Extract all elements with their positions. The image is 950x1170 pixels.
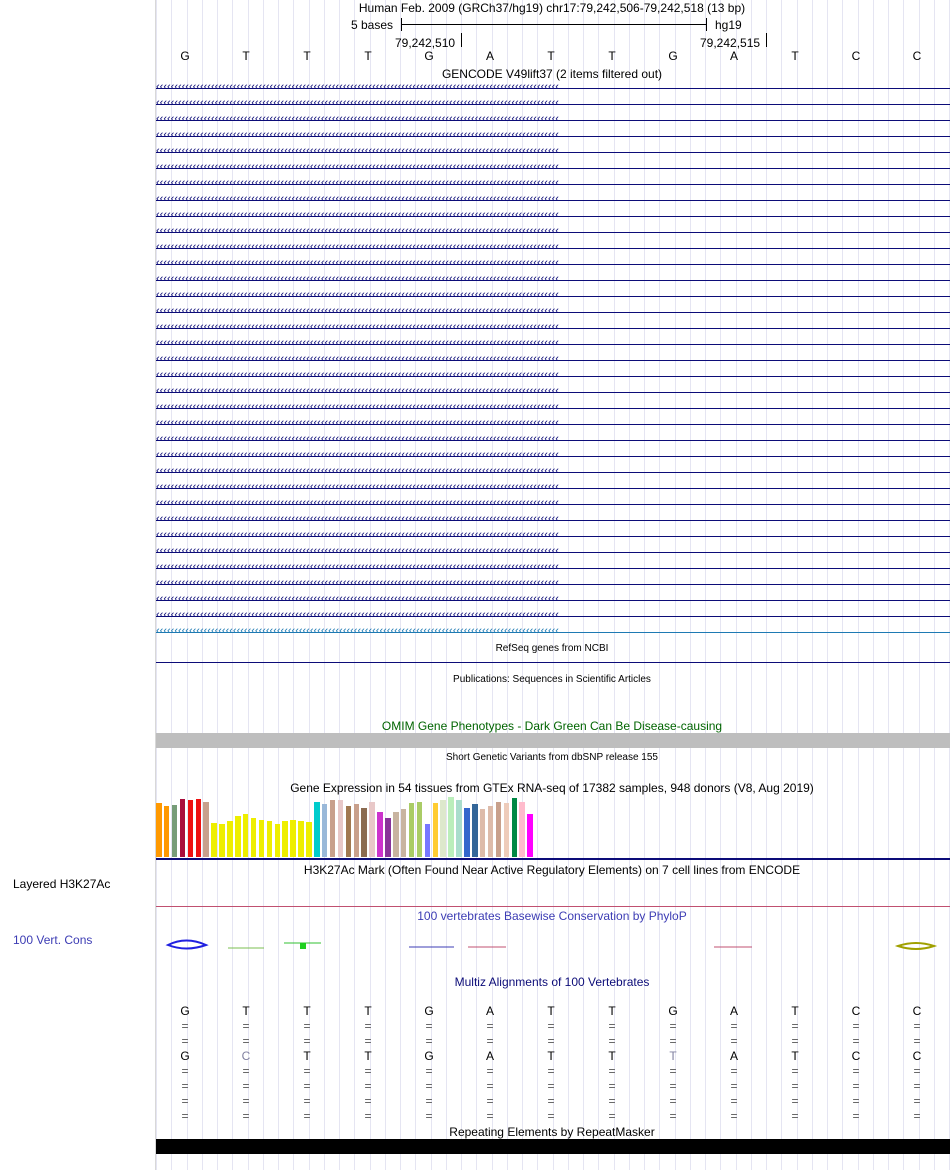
strand-arrows: ‹‹‹‹‹‹‹‹‹‹‹‹‹‹‹‹‹‹‹‹‹‹‹‹‹‹‹‹‹‹‹‹‹‹‹‹‹‹‹‹‹‹‹‹‹‹‹‹‹‹‹‹‹‹‹‹‹‹‹‹‹‹‹‹‹‹‹‹‹‹‹‹‹‹‹‹‹‹‹‹‹‹‹‹‹‹‹‹‹‹‹‹‹‹‹‹‹‹‹‹‹‹‹‹‹‹‹‹‹‹ [156,148,559,157]
gtex-tissue-bar[interactable] [267,821,273,857]
multiz-base: C [851,1049,861,1063]
multiz-base: = [242,1019,250,1033]
scale-bar-left-tick [401,18,402,31]
multiz-base: = [852,1094,860,1108]
multiz-base: T [303,1004,311,1018]
strand-arrows: ‹‹‹‹‹‹‹‹‹‹‹‹‹‹‹‹‹‹‹‹‹‹‹‹‹‹‹‹‹‹‹‹‹‹‹‹‹‹‹‹‹‹‹‹‹‹‹‹‹‹‹‹‹‹‹‹‹‹‹‹‹‹‹‹‹‹‹‹‹‹‹‹‹‹‹‹‹‹‹‹‹‹‹‹‹‹‹‹‹‹‹‹‹‹‹‹‹‹‹‹‹‹‹‹‹‹‹‹‹‹ [156,100,559,109]
multiz-base: = [913,1034,921,1048]
ruler-pos2: 79,242,515 [700,36,761,50]
strand-arrows: ‹‹‹‹‹‹‹‹‹‹‹‹‹‹‹‹‹‹‹‹‹‹‹‹‹‹‹‹‹‹‹‹‹‹‹‹‹‹‹‹‹‹‹‹‹‹‹‹‹‹‹‹‹‹‹‹‹‹‹‹‹‹‹‹‹‹‹‹‹‹‹‹‹‹‹‹‹‹‹‹‹‹‹‹‹‹‹‹‹‹‹‹‹‹‹‹‹‹‹‹‹‹‹‹‹‹‹‹‹‹ [156,180,559,189]
multiz-base: C [912,1004,922,1018]
multiz-base: = [486,1109,494,1123]
gtex-tissue-bar[interactable] [480,809,486,857]
multiz-base: = [669,1034,677,1048]
multiz-base: = [913,1019,921,1033]
multiz-base: = [730,1079,738,1093]
track-labels [0,0,155,1170]
multiz-base: = [364,1079,372,1093]
gencode-transcript[interactable] [156,628,950,637]
multiz-base: = [791,1109,799,1123]
strand-arrows: ‹‹‹‹‹‹‹‹‹‹‹‹‹‹‹‹‹‹‹‹‹‹‹‹‹‹‹‹‹‹‹‹‹‹‹‹‹‹‹‹‹‹‹‹‹‹‹‹‹‹‹‹‹‹‹‹‹‹‹‹‹‹‹‹‹‹‹‹‹‹‹‹‹‹‹‹‹‹‹‹‹‹‹‹‹‹‹‹‹‹‹‹‹‹‹‹‹‹‹‹‹‹‹‹‹‹‹‹‹‹ [156,388,559,397]
gencode-transcript[interactable] [156,484,950,493]
strand-arrows: ‹‹‹‹‹‹‹‹‹‹‹‹‹‹‹‹‹‹‹‹‹‹‹‹‹‹‹‹‹‹‹‹‹‹‹‹‹‹‹‹‹‹‹‹‹‹‹‹‹‹‹‹‹‹‹‹‹‹‹‹‹‹‹‹‹‹‹‹‹‹‹‹‹‹‹‹‹‹‹‹‹‹‹‹‹‹‹‹‹‹‹‹‹‹‹‹‹‹‹‹‹‹‹‹‹‹‹‹‹‹ [156,500,559,509]
multiz-base: = [669,1064,677,1078]
multiz-base: = [364,1034,372,1048]
multiz-base: = [608,1109,616,1123]
multiz-base: = [486,1064,494,1078]
strand-arrows: ‹‹‹‹‹‹‹‹‹‹‹‹‹‹‹‹‹‹‹‹‹‹‹‹‹‹‹‹‹‹‹‹‹‹‹‹‹‹‹‹‹‹‹‹‹‹‹‹‹‹‹‹‹‹‹‹‹‹‹‹‹‹‹‹‹‹‹‹‹‹‹‹‹‹‹‹‹‹‹‹‹‹‹‹‹‹‹‹‹‹‹‹‹‹‹‹‹‹‹‹‹‹‹‹‹‹‹‹‹‹ [156,84,559,93]
multiz-base: = [852,1064,860,1078]
multiz-base: T [364,1049,372,1063]
gencode-transcript[interactable] [156,404,950,413]
gtex-tissue-bar[interactable] [354,804,360,857]
multiz-base: T [608,1049,616,1063]
strand-arrows: ‹‹‹‹‹‹‹‹‹‹‹‹‹‹‹‹‹‹‹‹‹‹‹‹‹‹‹‹‹‹‹‹‹‹‹‹‹‹‹‹‹‹‹‹‹‹‹‹‹‹‹‹‹‹‹‹‹‹‹‹‹‹‹‹‹‹‹‹‹‹‹‹‹‹‹‹‹‹‹‹‹‹‹‹‹‹‹‹‹‹‹‹‹‹‹‹‹‹‹‹‹‹‹‹‹‹‹‹‹‹ [156,372,559,381]
gtex-tissue-bar[interactable] [219,824,225,857]
multiz-base: = [181,1064,189,1078]
gencode-transcript[interactable] [156,180,950,189]
multiz-base: T [608,1004,616,1018]
phylop-marks [168,941,934,950]
gtex-tissue-bar[interactable] [275,824,281,857]
multiz-base: = [303,1079,311,1093]
multiz-base: = [486,1034,494,1048]
multiz-base: A [729,1004,738,1018]
multiz-base: = [852,1034,860,1048]
gencode-transcript[interactable] [156,308,950,317]
multiz-base: = [852,1109,860,1123]
strand-arrows: ‹‹‹‹‹‹‹‹‹‹‹‹‹‹‹‹‹‹‹‹‹‹‹‹‹‹‹‹‹‹‹‹‹‹‹‹‹‹‹‹‹‹‹‹‹‹‹‹‹‹‹‹‹‹‹‹‹‹‹‹‹‹‹‹‹‹‹‹‹‹‹‹‹‹‹‹‹‹‹‹‹‹‹‹‹‹‹‹‹‹‹‹‹‹‹‹‹‹‹‹‹‹‹‹‹‹‹‹‹‹ [156,244,559,253]
multiz-base: G [180,1049,190,1063]
gencode-transcript[interactable] [156,292,950,301]
gtex-tissue-bar[interactable] [504,803,510,857]
multiz-base: T [791,1004,799,1018]
strand-arrows: ‹‹‹‹‹‹‹‹‹‹‹‹‹‹‹‹‹‹‹‹‹‹‹‹‹‹‹‹‹‹‹‹‹‹‹‹‹‹‹‹‹‹‹‹‹‹‹‹‹‹‹‹‹‹‹‹‹‹‹‹‹‹‹‹‹‹‹‹‹‹‹‹‹‹‹‹‹‹‹‹‹‹‹‹‹‹‹‹‹‹‹‹‹‹‹‹‹‹‹‹‹‹‹‹‹‹‹‹‹‹ [156,324,559,333]
gencode-transcript[interactable] [156,372,950,381]
gencode-transcript[interactable] [156,468,950,477]
strand-arrows: ‹‹‹‹‹‹‹‹‹‹‹‹‹‹‹‹‹‹‹‹‹‹‹‹‹‹‹‹‹‹‹‹‹‹‹‹‹‹‹‹‹‹‹‹‹‹‹‹‹‹‹‹‹‹‹‹‹‹‹‹‹‹‹‹‹‹‹‹‹‹‹‹‹‹‹‹‹‹‹‹‹‹‹‹‹‹‹‹‹‹‹‹‹‹‹‹‹‹‹‹‹‹‹‹‹‹‹‹‹‹ [156,340,559,349]
multiz-base: = [547,1034,555,1048]
multiz-base: = [242,1094,250,1108]
gtex-tissue-bar[interactable] [377,812,383,857]
multiz-base: = [547,1109,555,1123]
strand-arrows: ‹‹‹‹‹‹‹‹‹‹‹‹‹‹‹‹‹‹‹‹‹‹‹‹‹‹‹‹‹‹‹‹‹‹‹‹‹‹‹‹‹‹‹‹‹‹‹‹‹‹‹‹‹‹‹‹‹‹‹‹‹‹‹‹‹‹‹‹‹‹‹‹‹‹‹‹‹‹‹‹‹‹‹‹‹‹‹‹‹‹‹‹‹‹‹‹‹‹‹‹‹‹‹‹‹‹‹‹‹‹ [156,292,559,301]
strand-arrows: ‹‹‹‹‹‹‹‹‹‹‹‹‹‹‹‹‹‹‹‹‹‹‹‹‹‹‹‹‹‹‹‹‹‹‹‹‹‹‹‹‹‹‹‹‹‹‹‹‹‹‹‹‹‹‹‹‹‹‹‹‹‹‹‹‹‹‹‹‹‹‹‹‹‹‹‹‹‹‹‹‹‹‹‹‹‹‹‹‹‹‹‹‹‹‹‹‹‹‹‹‹‹‹‹‹‹‹‹‹‹ [156,116,559,125]
multiz-base: = [547,1094,555,1108]
multiz-base: = [242,1079,250,1093]
scale-bar-right-tick [706,18,707,31]
gtex-title: Gene Expression in 54 tissues from GTEx RNA-seq of 17382 samples, 948 donors (V8, Aug 2019) [290,781,814,795]
multiz-base: = [730,1064,738,1078]
multiz-base: A [485,1049,494,1063]
gencode-transcript[interactable] [156,116,950,125]
gtex-tissue-bar[interactable] [243,814,249,857]
multiz-base: = [181,1109,189,1123]
multiz-base: = [364,1094,372,1108]
multiz-base: = [303,1019,311,1033]
gtex-tissue-bar[interactable] [282,821,288,857]
gtex-tissue-bar[interactable] [251,818,257,857]
multiz-base: C [912,1049,922,1063]
multiz-base: = [425,1019,433,1033]
strand-arrows: ‹‹‹‹‹‹‹‹‹‹‹‹‹‹‹‹‹‹‹‹‹‹‹‹‹‹‹‹‹‹‹‹‹‹‹‹‹‹‹‹‹‹‹‹‹‹‹‹‹‹‹‹‹‹‹‹‹‹‹‹‹‹‹‹‹‹‹‹‹‹‹‹‹‹‹‹‹‹‹‹‹‹‹‹‹‹‹‹‹‹‹‹‹‹‹‹‹‹‹‹‹‹‹‹‹‹‹‹‹‹ [156,532,559,541]
strand-arrows: ‹‹‹‹‹‹‹‹‹‹‹‹‹‹‹‹‹‹‹‹‹‹‹‹‹‹‹‹‹‹‹‹‹‹‹‹‹‹‹‹‹‹‹‹‹‹‹‹‹‹‹‹‹‹‹‹‹‹‹‹‹‹‹‹‹‹‹‹‹‹‹‹‹‹‹‹‹‹‹‹‹‹‹‹‹‹‹‹‹‹‹‹‹‹‹‹‹‹‹‹‹‹‹‹‹‹‹‹‹‹ [156,484,559,493]
gtex-tissue-bar[interactable] [385,818,391,857]
multiz-base: G [424,1004,434,1018]
multiz-base: = [242,1034,250,1048]
gencode-transcript[interactable] [156,276,950,285]
multiz-base: = [303,1109,311,1123]
sequence-base: T [608,49,616,63]
gtex-tissue-bar[interactable] [338,800,344,857]
multiz-base: T [364,1004,372,1018]
strand-arrows: ‹‹‹‹‹‹‹‹‹‹‹‹‹‹‹‹‹‹‹‹‹‹‹‹‹‹‹‹‹‹‹‹‹‹‹‹‹‹‹‹‹‹‹‹‹‹‹‹‹‹‹‹‹‹‹‹‹‹‹‹‹‹‹‹‹‹‹‹‹‹‹‹‹‹‹‹‹‹‹‹‹‹‹‹‹‹‹‹‹‹‹‹‹‹‹‹‹‹‹‹‹‹‹‹‹‹‹‹‹‹ [156,516,559,525]
gtex-tissue-bar[interactable] [188,800,194,857]
multiz-base: = [791,1094,799,1108]
multiz-base: C [851,1004,861,1018]
gencode-title: GENCODE V49lift37 (2 items filtered out) [441,67,663,81]
multiz-base: = [425,1064,433,1078]
sequence-base: T [364,49,372,63]
gencode-transcript[interactable] [156,84,950,93]
gtex-tissue-bar[interactable] [180,799,186,857]
phylop-title: 100 vertebrates Basewise Conservation by PhyloP [417,909,687,923]
multiz-base: C [241,1049,251,1063]
multiz-base: G [668,1004,678,1018]
gtex-tissue-bar[interactable] [322,804,328,857]
multiz-base: = [181,1019,189,1033]
multiz-base: = [303,1034,311,1048]
strand-arrows: ‹‹‹‹‹‹‹‹‹‹‹‹‹‹‹‹‹‹‹‹‹‹‹‹‹‹‹‹‹‹‹‹‹‹‹‹‹‹‹‹‹‹‹‹‹‹‹‹‹‹‹‹‹‹‹‹‹‹‹‹‹‹‹‹‹‹‹‹‹‹‹‹‹‹‹‹‹‹‹‹‹‹‹‹‹‹‹‹‹‹‹‹‹‹‹‹‹‹‹‹‹‹‹‹‹‹‹‹‹‹ [156,548,559,557]
gtex-tissue-bar[interactable] [496,802,502,857]
multiz-base: = [486,1019,494,1033]
strand-arrows: ‹‹‹‹‹‹‹‹‹‹‹‹‹‹‹‹‹‹‹‹‹‹‹‹‹‹‹‹‹‹‹‹‹‹‹‹‹‹‹‹‹‹‹‹‹‹‹‹‹‹‹‹‹‹‹‹‹‹‹‹‹‹‹‹‹‹‹‹‹‹‹‹‹‹‹‹‹‹‹‹‹‹‹‹‹‹‹‹‹‹‹‹‹‹‹‹‹‹‹‹‹‹‹‹‹‹‹‹‹‹ [156,564,559,573]
strand-arrows: ‹‹‹‹‹‹‹‹‹‹‹‹‹‹‹‹‹‹‹‹‹‹‹‹‹‹‹‹‹‹‹‹‹‹‹‹‹‹‹‹‹‹‹‹‹‹‹‹‹‹‹‹‹‹‹‹‹‹‹‹‹‹‹‹‹‹‹‹‹‹‹‹‹‹‹‹‹‹‹‹‹‹‹‹‹‹‹‹‹‹‹‹‹‹‹‹‹‹‹‹‹‹‹‹‹‹‹‹‹‹ [156,628,559,637]
multiz-base: A [485,1004,494,1018]
multiz-base: = [608,1034,616,1048]
multiz-base: = [913,1094,921,1108]
strand-arrows: ‹‹‹‹‹‹‹‹‹‹‹‹‹‹‹‹‹‹‹‹‹‹‹‹‹‹‹‹‹‹‹‹‹‹‹‹‹‹‹‹‹‹‹‹‹‹‹‹‹‹‹‹‹‹‹‹‹‹‹‹‹‹‹‹‹‹‹‹‹‹‹‹‹‹‹‹‹‹‹‹‹‹‹‹‹‹‹‹‹‹‹‹‹‹‹‹‹‹‹‹‹‹‹‹‹‹‹‹‹‹ [156,196,559,205]
multiz-base: = [852,1079,860,1093]
multiz-base: T [669,1049,677,1063]
ruler-tick1 [461,33,462,47]
multiz-base: = [791,1034,799,1048]
multiz-base: = [730,1019,738,1033]
gencode-transcript[interactable] [156,164,950,173]
strand-arrows: ‹‹‹‹‹‹‹‹‹‹‹‹‹‹‹‹‹‹‹‹‹‹‹‹‹‹‹‹‹‹‹‹‹‹‹‹‹‹‹‹‹‹‹‹‹‹‹‹‹‹‹‹‹‹‹‹‹‹‹‹‹‹‹‹‹‹‹‹‹‹‹‹‹‹‹‹‹‹‹‹‹‹‹‹‹‹‹‹‹‹‹‹‹‹‹‹‹‹‹‹‹‹‹‹‹‹‹‹‹‹ [156,420,559,429]
gencode-transcript[interactable] [156,500,950,509]
strand-arrows: ‹‹‹‹‹‹‹‹‹‹‹‹‹‹‹‹‹‹‹‹‹‹‹‹‹‹‹‹‹‹‹‹‹‹‹‹‹‹‹‹‹‹‹‹‹‹‹‹‹‹‹‹‹‹‹‹‹‹‹‹‹‹‹‹‹‹‹‹‹‹‹‹‹‹‹‹‹‹‹‹‹‹‹‹‹‹‹‹‹‹‹‹‹‹‹‹‹‹‹‹‹‹‹‹‹‹‹‹‹‹ [156,212,559,221]
gencode-transcript[interactable] [156,548,950,557]
scale-db: hg19 [715,18,742,32]
strand-arrows: ‹‹‹‹‹‹‹‹‹‹‹‹‹‹‹‹‹‹‹‹‹‹‹‹‹‹‹‹‹‹‹‹‹‹‹‹‹‹‹‹‹‹‹‹‹‹‹‹‹‹‹‹‹‹‹‹‹‹‹‹‹‹‹‹‹‹‹‹‹‹‹‹‹‹‹‹‹‹‹‹‹‹‹‹‹‹‹‹‹‹‹‹‹‹‹‹‹‹‹‹‹‹‹‹‹‹‹‹‹‹ [156,356,559,365]
sequence-base: G [180,49,190,63]
gtex-tissue-bar[interactable] [433,803,439,857]
gtex-tissue-bar[interactable] [417,802,423,857]
phylop-plot[interactable] [156,936,950,956]
gencode-transcript[interactable] [156,196,950,205]
gencode-transcript[interactable] [156,356,950,365]
strand-arrows: ‹‹‹‹‹‹‹‹‹‹‹‹‹‹‹‹‹‹‹‹‹‹‹‹‹‹‹‹‹‹‹‹‹‹‹‹‹‹‹‹‹‹‹‹‹‹‹‹‹‹‹‹‹‹‹‹‹‹‹‹‹‹‹‹‹‹‹‹‹‹‹‹‹‹‹‹‹‹‹‹‹‹‹‹‹‹‹‹‹‹‹‹‹‹‹‹‹‹‹‹‹‹‹‹‹‹‹‹‹‹ [156,580,559,589]
multiz-base: = [608,1079,616,1093]
gencode-transcript[interactable] [156,340,950,349]
gtex-tissue-bar[interactable] [211,823,217,857]
gencode-transcript[interactable] [156,532,950,541]
multiz-base: G [180,1004,190,1018]
gencode-transcript[interactable] [156,244,950,253]
assembly-title: Human Feb. 2009 (GRCh37/hg19) chr17:79,242,506-79,242,518 (13 bp) [358,1,746,15]
multiz-base: T [303,1049,311,1063]
multiz-base: = [242,1064,250,1078]
multiz-base: = [486,1094,494,1108]
multiz-base: = [425,1034,433,1048]
gtex-tissue-bar[interactable] [172,805,178,857]
multiz-base: = [730,1109,738,1123]
gencode-transcript[interactable] [156,212,950,221]
multiz-base: A [729,1049,738,1063]
gencode-transcript[interactable] [156,436,950,445]
gtex-tissue-bar[interactable] [227,821,233,857]
h3k27ac-label[interactable]: Layered H3K27Ac [13,877,111,891]
gencode-transcript[interactable] [156,148,950,157]
multiz-base: = [791,1079,799,1093]
gtex-tissue-bar[interactable] [196,799,202,857]
omim-bar[interactable] [156,733,950,748]
sequence-base: T [303,49,311,63]
gencode-transcript[interactable] [156,324,950,333]
gencode-transcript[interactable] [156,580,950,589]
gencode-transcript[interactable] [156,388,950,397]
gtex-tissue-bar[interactable] [464,808,470,857]
h3k27ac-line [156,906,950,907]
strand-arrows: ‹‹‹‹‹‹‹‹‹‹‹‹‹‹‹‹‹‹‹‹‹‹‹‹‹‹‹‹‹‹‹‹‹‹‹‹‹‹‹‹‹‹‹‹‹‹‹‹‹‹‹‹‹‹‹‹‹‹‹‹‹‹‹‹‹‹‹‹‹‹‹‹‹‹‹‹‹‹‹‹‹‹‹‹‹‹‹‹‹‹‹‹‹‹‹‹‹‹‹‹‹‹‹‹‹‹‹‹‹‹ [156,276,559,285]
strand-arrows: ‹‹‹‹‹‹‹‹‹‹‹‹‹‹‹‹‹‹‹‹‹‹‹‹‹‹‹‹‹‹‹‹‹‹‹‹‹‹‹‹‹‹‹‹‹‹‹‹‹‹‹‹‹‹‹‹‹‹‹‹‹‹‹‹‹‹‹‹‹‹‹‹‹‹‹‹‹‹‹‹‹‹‹‹‹‹‹‹‹‹‹‹‹‹‹‹‹‹‹‹‹‹‹‹‹‹‹‹‹‹ [156,164,559,173]
multiz-base: = [669,1094,677,1108]
dbsnp-title: Short Genetic Variants from dbSNP release 155 [446,752,658,763]
gtex-tissue-bar[interactable] [164,806,170,857]
sequence-base: G [668,49,678,63]
gtex-tissue-bar[interactable] [203,802,209,857]
gtex-tissue-bar[interactable] [425,824,431,857]
sequence-base: A [729,49,738,63]
multiz-base: = [669,1079,677,1093]
strand-arrows: ‹‹‹‹‹‹‹‹‹‹‹‹‹‹‹‹‹‹‹‹‹‹‹‹‹‹‹‹‹‹‹‹‹‹‹‹‹‹‹‹‹‹‹‹‹‹‹‹‹‹‹‹‹‹‹‹‹‹‹‹‹‹‹‹‹‹‹‹‹‹‹‹‹‹‹‹‹‹‹‹‹‹‹‹‹‹‹‹‹‹‹‹‹‹‹‹‹‹‹‹‹‹‹‹‹‹‹‹‹‹ [156,132,559,141]
gtex-tissue-bar[interactable] [519,802,525,857]
multiz-base: = [608,1094,616,1108]
strand-arrows: ‹‹‹‹‹‹‹‹‹‹‹‹‹‹‹‹‹‹‹‹‹‹‹‹‹‹‹‹‹‹‹‹‹‹‹‹‹‹‹‹‹‹‹‹‹‹‹‹‹‹‹‹‹‹‹‹‹‹‹‹‹‹‹‹‹‹‹‹‹‹‹‹‹‹‹‹‹‹‹‹‹‹‹‹‹‹‹‹‹‹‹‹‹‹‹‹‹‹‹‹‹‹‹‹‹‹‹‹‹‹ [156,468,559,477]
sequence-base: C [851,49,861,63]
repeatmasker-title: Repeating Elements by RepeatMasker [449,1125,655,1139]
gtex-tissue-bar[interactable] [456,800,462,857]
strand-arrows: ‹‹‹‹‹‹‹‹‹‹‹‹‹‹‹‹‹‹‹‹‹‹‹‹‹‹‹‹‹‹‹‹‹‹‹‹‹‹‹‹‹‹‹‹‹‹‹‹‹‹‹‹‹‹‹‹‹‹‹‹‹‹‹‹‹‹‹‹‹‹‹‹‹‹‹‹‹‹‹‹‹‹‹‹‹‹‹‹‹‹‹‹‹‹‹‹‹‹‹‹‹‹‹‹‹‹‹‹‹‹ [156,596,559,605]
multiz-base: T [547,1049,555,1063]
multiz-base: = [181,1079,189,1093]
multiz-base: = [608,1064,616,1078]
multiz-base: = [913,1079,921,1093]
gtex-tissue-bar[interactable] [448,797,454,857]
sequence-base: T [547,49,555,63]
multiz-base: = [791,1064,799,1078]
refseq-title: RefSeq genes from NCBI [495,643,609,654]
sequence-base: C [912,49,922,63]
multiz-base: = [547,1019,555,1033]
gtex-tissue-bar[interactable] [306,822,312,857]
gtex-tissue-bar[interactable] [401,809,407,857]
multiz-base: = [913,1109,921,1123]
gencode-transcript[interactable] [156,420,950,429]
gtex-tissue-bar[interactable] [346,806,352,857]
gencode-transcript[interactable] [156,260,950,269]
ruler-tick2 [766,33,767,47]
gencode-transcript[interactable] [156,100,950,109]
gtex-tissue-bar[interactable] [393,812,399,857]
multiz-base: = [730,1034,738,1048]
gencode-transcript[interactable] [156,452,950,461]
multiz-base: = [852,1019,860,1033]
pubs-title: Publications: Sequences in Scientific Articles [453,674,651,685]
gencode-transcript[interactable] [156,516,950,525]
multiz-base: = [486,1079,494,1093]
refseq-line[interactable] [156,662,950,663]
omim-title: OMIM Gene Phenotypes - Dark Green Can Be Disease-causing [381,719,723,733]
multiz-base: = [547,1064,555,1078]
gtex-tissue-bar[interactable] [298,821,304,857]
gtex-tissue-bar[interactable] [156,803,162,857]
strand-arrows: ‹‹‹‹‹‹‹‹‹‹‹‹‹‹‹‹‹‹‹‹‹‹‹‹‹‹‹‹‹‹‹‹‹‹‹‹‹‹‹‹‹‹‹‹‹‹‹‹‹‹‹‹‹‹‹‹‹‹‹‹‹‹‹‹‹‹‹‹‹‹‹‹‹‹‹‹‹‹‹‹‹‹‹‹‹‹‹‹‹‹‹‹‹‹‹‹‹‹‹‹‹‹‹‹‹‹‹‹‹‹ [156,308,559,317]
multiz-base: = [669,1019,677,1033]
gtex-tissue-bar[interactable] [440,800,446,857]
gencode-transcript[interactable] [156,132,950,141]
multiz-base: = [608,1019,616,1033]
multiz-base: G [424,1049,434,1063]
phylop-label[interactable]: 100 Vert. Cons [13,933,93,947]
strand-arrows: ‹‹‹‹‹‹‹‹‹‹‹‹‹‹‹‹‹‹‹‹‹‹‹‹‹‹‹‹‹‹‹‹‹‹‹‹‹‹‹‹‹‹‹‹‹‹‹‹‹‹‹‹‹‹‹‹‹‹‹‹‹‹‹‹‹‹‹‹‹‹‹‹‹‹‹‹‹‹‹‹‹‹‹‹‹‹‹‹‹‹‹‹‹‹‹‹‹‹‹‹‹‹‹‹‹‹‹‹‹‹ [156,260,559,269]
multiz-base: = [425,1109,433,1123]
multiz-base: = [364,1109,372,1123]
sequence-base: T [791,49,799,63]
multiz-base: T [242,1004,250,1018]
strand-arrows: ‹‹‹‹‹‹‹‹‹‹‹‹‹‹‹‹‹‹‹‹‹‹‹‹‹‹‹‹‹‹‹‹‹‹‹‹‹‹‹‹‹‹‹‹‹‹‹‹‹‹‹‹‹‹‹‹‹‹‹‹‹‹‹‹‹‹‹‹‹‹‹‹‹‹‹‹‹‹‹‹‹‹‹‹‹‹‹‹‹‹‹‹‹‹‹‹‹‹‹‹‹‹‹‹‹‹‹‹‹‹ [156,452,559,461]
multiz-title: Multiz Alignments of 100 Vertebrates [454,975,650,989]
multiz-base: = [242,1109,250,1123]
multiz-base: = [791,1019,799,1033]
gtex-tissue-bar[interactable] [330,800,336,857]
gtex-tissue-bar[interactable] [527,814,533,857]
multiz-base: = [913,1064,921,1078]
gtex-tissue-bar[interactable] [314,802,320,857]
multiz-base: = [303,1094,311,1108]
strand-arrows: ‹‹‹‹‹‹‹‹‹‹‹‹‹‹‹‹‹‹‹‹‹‹‹‹‹‹‹‹‹‹‹‹‹‹‹‹‹‹‹‹‹‹‹‹‹‹‹‹‹‹‹‹‹‹‹‹‹‹‹‹‹‹‹‹‹‹‹‹‹‹‹‹‹‹‹‹‹‹‹‹‹‹‹‹‹‹‹‹‹‹‹‹‹‹‹‹‹‹‹‹‹‹‹‹‹‹‹‹‹‹ [156,228,559,237]
sequence-base: A [485,49,494,63]
gtex-tissue-bar[interactable] [488,806,494,857]
multiz-base: = [547,1079,555,1093]
sequence-base: G [424,49,434,63]
scale-bases: 5 bases [351,18,394,32]
multiz-base: = [730,1094,738,1108]
sequence-base: T [242,49,250,63]
gtex-tissue-bar[interactable] [409,803,415,857]
multiz-base: = [669,1109,677,1123]
gtex-baseline [156,858,950,860]
multiz-base: = [364,1019,372,1033]
scale-bar [401,24,706,25]
multiz-base: T [791,1049,799,1063]
multiz-base: = [181,1034,189,1048]
gtex-tissue-bar[interactable] [472,804,478,857]
strand-arrows: ‹‹‹‹‹‹‹‹‹‹‹‹‹‹‹‹‹‹‹‹‹‹‹‹‹‹‹‹‹‹‹‹‹‹‹‹‹‹‹‹‹‹‹‹‹‹‹‹‹‹‹‹‹‹‹‹‹‹‹‹‹‹‹‹‹‹‹‹‹‹‹‹‹‹‹‹‹‹‹‹‹‹‹‹‹‹‹‹‹‹‹‹‹‹‹‹‹‹‹‹‹‹‹‹‹‹‹‹‹‹ [156,612,559,621]
gtex-tissue-bar[interactable] [290,820,296,857]
repeatmasker-bar[interactable] [156,1139,950,1154]
strand-arrows: ‹‹‹‹‹‹‹‹‹‹‹‹‹‹‹‹‹‹‹‹‹‹‹‹‹‹‹‹‹‹‹‹‹‹‹‹‹‹‹‹‹‹‹‹‹‹‹‹‹‹‹‹‹‹‹‹‹‹‹‹‹‹‹‹‹‹‹‹‹‹‹‹‹‹‹‹‹‹‹‹‹‹‹‹‹‹‹‹‹‹‹‹‹‹‹‹‹‹‹‹‹‹‹‹‹‹‹‹‹‹ [156,436,559,445]
gencode-transcript[interactable] [156,228,950,237]
strand-arrows: ‹‹‹‹‹‹‹‹‹‹‹‹‹‹‹‹‹‹‹‹‹‹‹‹‹‹‹‹‹‹‹‹‹‹‹‹‹‹‹‹‹‹‹‹‹‹‹‹‹‹‹‹‹‹‹‹‹‹‹‹‹‹‹‹‹‹‹‹‹‹‹‹‹‹‹‹‹‹‹‹‹‹‹‹‹‹‹‹‹‹‹‹‹‹‹‹‹‹‹‹‹‹‹‹‹‹‹‹‹‹ [156,404,559,413]
gencode-transcript[interactable] [156,564,950,573]
ruler-pos1: 79,242,510 [395,36,456,50]
gencode-transcript[interactable] [156,596,950,605]
gtex-tissue-bar[interactable] [369,802,375,857]
multiz-base: T [547,1004,555,1018]
h3k27ac-title: H3K27Ac Mark (Often Found Near Active Regulatory Elements) on 7 cell lines from ENCODE [303,863,801,877]
multiz-base: = [303,1064,311,1078]
gtex-tissue-bar[interactable] [512,798,518,857]
multiz-base: = [425,1079,433,1093]
multiz-base: = [181,1094,189,1108]
gtex-tissue-bar[interactable] [361,808,367,857]
gtex-tissue-bar[interactable] [235,816,241,857]
gtex-tissue-bar[interactable] [259,820,265,857]
multiz-base: = [425,1094,433,1108]
multiz-base: = [364,1064,372,1078]
gencode-transcript[interactable] [156,612,950,621]
